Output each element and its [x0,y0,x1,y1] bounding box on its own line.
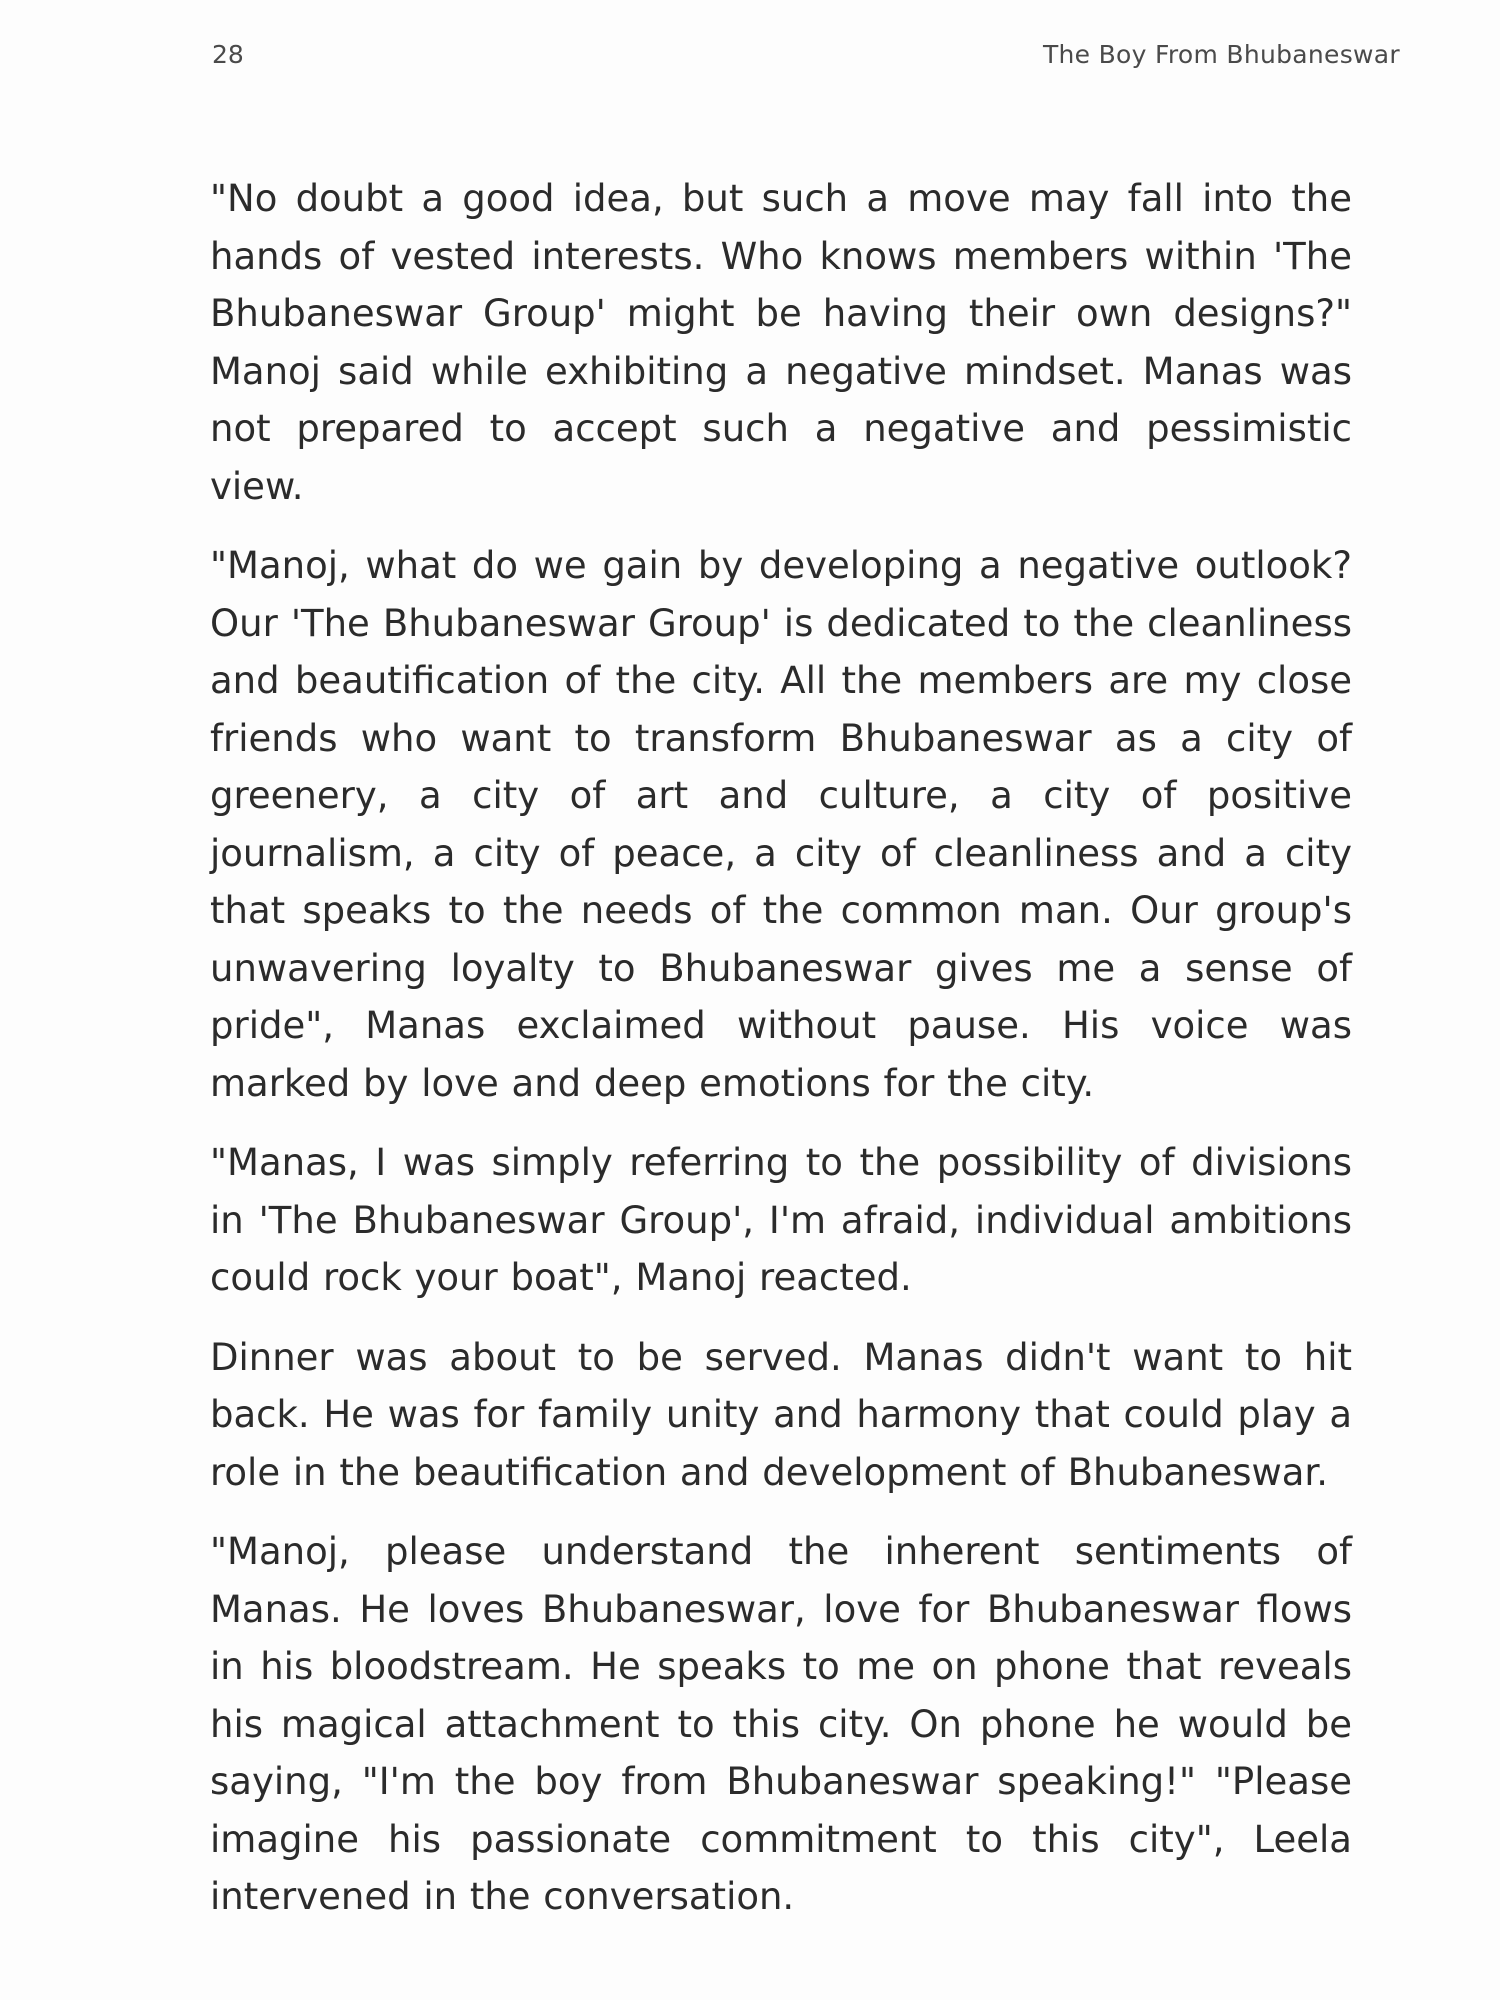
paragraph-1: "No doubt a good idea, but such a move may fall into the hands of vested interests. Who knows members within 'The Bhubaneswar Group' might be having their own designs?" Manoj said while exhibiting a negative mindset. Manas was not prepared to accept such a negative and pessimistic view. [210,177,1352,508]
page-header [212,40,1400,80]
paragraph-5: "Manoj, please understand the inherent sentiments of Manas. He loves Bhubaneswar, love for Bhubaneswar flows in his bloodstream. He speaks to me on phone that reveals his magical attachment to this city. On phone he would be saying, "I'm the boy from Bhubaneswar speaking!" "Please imagine his passionate commitment to this city", Leela intervened in the conversation. [210,1530,1352,1918]
paragraph-2: "Manoj, what do we gain by developing a negative outlook? Our 'The Bhubaneswar Group' is dedicated to the cleanliness and beautification of the city. All the members are my close friends who want to transform Bhubaneswar as a city of greenery, a city of art and culture, a city of positive journalism, a city of peace, a city of cleanliness and a city that speaks to the needs of the common man. Our group's unwavering loyalty to Bhubaneswar gives me a sense of pride", Manas exclaimed without pause. His voice was marked by love and deep emotions for the city. [210,544,1352,1105]
paragraph-4: Dinner was about to be served. Manas didn't want to hit back. He was for family unity and harmony that could play a role in the beautification and development of Bhubaneswar. [210,1335,1352,1494]
running-title: The Boy From Bhubaneswar [1042,40,1400,69]
body-text [210,170,1352,1948]
paragraph-3: "Manas, I was simply referring to the possibility of divisions in 'The Bhubaneswar Group', I'm afraid, individual ambitions could rock your boat", Manoj reacted. [210,1141,1352,1299]
page-number: 28 [212,40,244,69]
